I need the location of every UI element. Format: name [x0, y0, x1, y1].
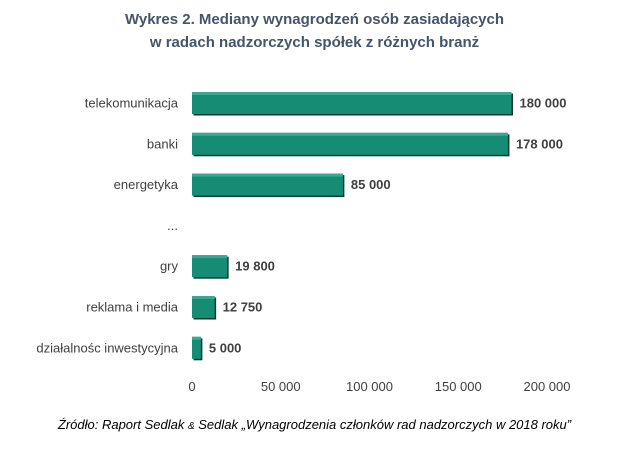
bar: [192, 174, 343, 196]
category-label: ...: [167, 217, 178, 233]
bar-highlight: [192, 174, 343, 177]
data-label: 180 000: [519, 95, 567, 111]
x-tick-label: 50 000: [260, 379, 301, 394]
category-label: banki: [146, 136, 178, 152]
category-label: gry: [159, 258, 178, 274]
bar-highlight: [192, 337, 201, 340]
x-tick-label: 100 000: [346, 379, 393, 394]
bar: [192, 296, 215, 318]
bar: [192, 337, 201, 359]
data-label: 5 000: [208, 340, 242, 356]
category-label: reklama i media: [86, 299, 178, 315]
bar-highlight: [192, 296, 215, 299]
bar-highlight: [192, 255, 227, 258]
data-label: 178 000: [515, 136, 563, 152]
data-label: 85 000: [350, 177, 391, 193]
x-tick-label: 200 000: [523, 379, 571, 394]
source-ampersand: &: [187, 421, 195, 432]
source-note: [0, 417, 629, 432]
data-label: 12 750: [222, 299, 263, 315]
x-axis-ticks: [188, 379, 570, 394]
chart-title-line-2: w radach nadzorczych spółek z różnych branż: [149, 34, 480, 51]
category-label: energetyka: [113, 177, 178, 193]
x-tick-label: 150 000: [434, 379, 482, 394]
bar: [192, 92, 512, 114]
x-tick-label: 0: [188, 379, 196, 394]
bars-layer: [192, 92, 513, 360]
bar: [192, 255, 227, 277]
bar-highlight: [192, 133, 508, 136]
bar-highlight: [192, 92, 512, 95]
category-label: działalnośc inwestycyjna: [36, 340, 178, 356]
source-suffix: Sedlak „Wynagrodzenia członków rad nadzorczych w 2018 roku”: [194, 417, 572, 432]
chart-title-line-1: Wykres 2. Mediany wynagrodzeń osób zasiadających: [124, 11, 505, 28]
source-prefix: Źródło: Raport Sedlak: [57, 417, 188, 432]
bar: [192, 133, 508, 155]
category-label: telekomunikacja: [84, 95, 178, 111]
data-label: 19 800: [235, 258, 275, 274]
